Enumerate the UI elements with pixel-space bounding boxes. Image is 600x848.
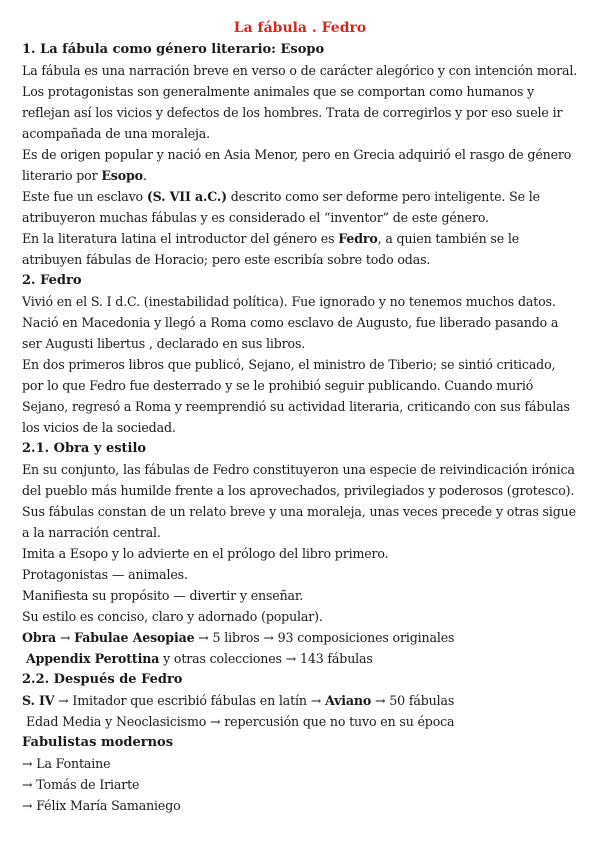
paragraph: En la literatura latina el introductor del género es Fedro, a quien también se le atribuyen fábulas de Horacio; pero este escribía sobre todo odas. (22, 231, 520, 267)
list-item: Su estilo es conciso, claro y adornado (popular). (22, 609, 323, 624)
subheading-modernos: Fabulistas modernos (22, 735, 174, 750)
list-item: → La Fontaine (22, 756, 111, 771)
page-title: La fábula . Fedro (233, 20, 367, 36)
paragraph: Nació en Macedonia y llegó a Roma como esclavo de Augusto, fue liberado pasando a ser Augusti libertus , declarado en sus libros. (22, 315, 559, 351)
list-item: S. IV → Imitador que escribió fábulas en latín → Aviano → 50 fábulas (22, 693, 455, 708)
paragraph: La fábula es una narración breve en verso o de carácter alegórico y con intención moral. Los protagonistas son generalmente animales que se comportan como humanos y reflejan así los vicios y defectos de los hombres. Trata de corregirlos y por eso suele ir acompañada de una moraleja. (22, 63, 578, 141)
section-heading-obra: 2.1. Obra y estilo (22, 441, 147, 456)
paragraph: Este fue un esclavo (S. VII a.C.) descrito como ser deforme pero inteligente. Se le atribuyeron muchas fábulas y es considerado el “inventor” de este género. (22, 189, 540, 225)
paragraph: Es de origen popular y nació en Asia Menor, pero en Grecia adquirió el rasgo de género literario por Esopo. (22, 147, 572, 183)
section-heading-fedro: 2. Fedro (22, 273, 82, 288)
section-heading-fabula: 1. La fábula como género literario: Esopo (22, 42, 325, 57)
section-heading-despues: 2.2. Después de Fedro (22, 672, 183, 687)
list-item: → Tomás de Iriarte (22, 777, 140, 792)
list-item: Edad Media y Neoclasicismo → repercusión que no tuvo en su época (26, 714, 455, 729)
obra-line: Obra → Fabulae Aesopiae → 5 libros → 93 composiciones originales (22, 630, 455, 645)
bold-term: Esopo (101, 168, 143, 183)
paragraph: Sus fábulas constan de un relato breve y una moraleja, unas veces precede y otras sigue a la narración central. (22, 504, 576, 540)
list-item: Protagonistas — animales. (22, 567, 188, 582)
appendix-line: Appendix Perottina y otras colecciones → 143 fábulas (26, 651, 373, 666)
paragraph: En su conjunto, las fábulas de Fedro constituyeron una especie de reivindicación irónica del pueblo más humilde frente a los aprovechados, privilegiados y poderosos (grotesco). (22, 462, 575, 498)
paragraph: Vivió en el S. I d.C. (inestabilidad política). Fue ignorado y no tenemos muchos datos. (22, 294, 556, 309)
bold-term: (S. VII a.C.) (146, 189, 227, 204)
bold-term: Fedro (338, 231, 378, 246)
list-item: → Félix María Samaniego (22, 798, 181, 813)
list-item: Imita a Esopo y lo advierte en el prólogo del libro primero. (22, 546, 389, 561)
list-item: Manifiesta su propósito — divertir y enseñar. (22, 588, 304, 603)
paragraph: En dos primeros libros que publicó, Sejano, el ministro de Tiberio; se sintió criticado, por lo que Fedro fue desterrado y se le prohibió seguir publicando. Cuando murió Sejano, regresó a Roma y reemprendió su actividad literaria, criticando con sus fábulas los vicios de la sociedad. (22, 357, 570, 435)
